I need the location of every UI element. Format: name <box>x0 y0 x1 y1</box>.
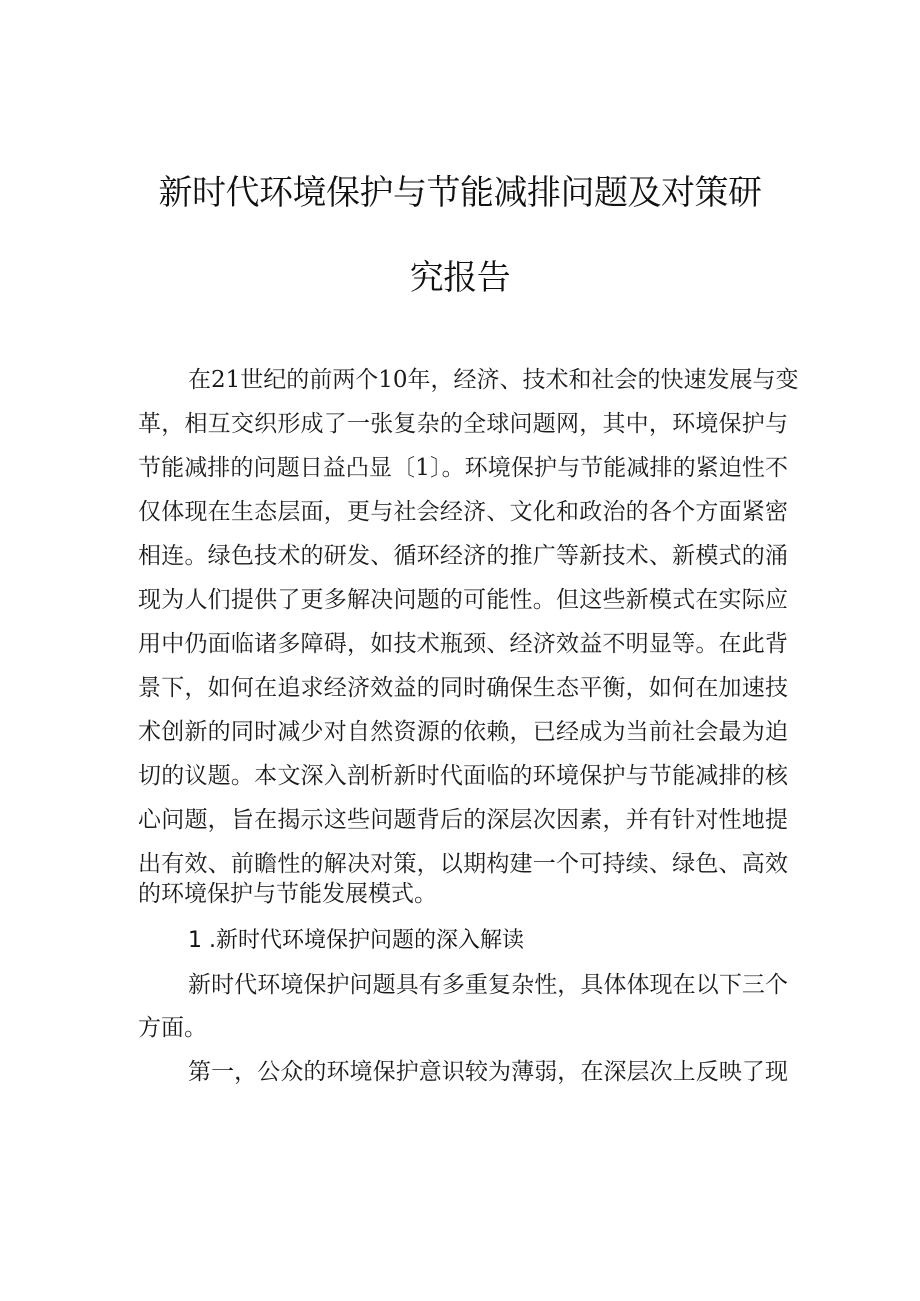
intro-line: 仅体现在生态层面，更与社会经济、文化和政治的各个方面紧密 <box>138 499 788 525</box>
intro-line: 出有效、前瞻性的解决对策，以期构建一个可持续、绿色、高效 <box>138 851 788 877</box>
section-1-line: 方面。 <box>138 1015 207 1041</box>
intro-line: 在21世纪的前两个10年，经济、技术和社会的快速发展与变 <box>188 367 799 393</box>
section-1-heading: 1 .新时代环境保护问题的深入解读 <box>188 928 524 953</box>
intro-line: 现为人们提供了更多解决问题的可能性。但这些新模式在实际应 <box>138 587 788 613</box>
intro-line: 心问题，旨在揭示这些问题背后的深层次因素，并有针对性地提 <box>138 807 788 833</box>
intro-line: 节能减排的问题日益凸显〔1〕。环境保护与节能减排的紧迫性不 <box>138 455 788 481</box>
document-title-line-1: 新时代环境保护与节能减排问题及对策研 <box>158 173 762 213</box>
intro-line: 的环境保护与节能发展模式。 <box>138 881 437 907</box>
section-1-line: 新时代环境保护问题具有多重复杂性，具体体现在以下三个 <box>188 972 788 998</box>
intro-line: 景下，如何在追求经济效益的同时确保生态平衡，如何在加速技 <box>138 675 788 701</box>
intro-line: 相连。绿色技术的研发、循环经济的推广等新技术、新模式的涌 <box>138 543 788 569</box>
intro-line: 切的议题。本文深入剖析新时代面临的环境保护与节能减排的核 <box>138 763 788 789</box>
section-1-first-point: 第一，公众的环境保护意识较为薄弱，在深层次上反映了现 <box>188 1059 788 1085</box>
document-title-line-2: 究报告 <box>409 258 511 298</box>
intro-line: 革，相互交织形成了一张复杂的全球问题网，其中，环境保护与 <box>138 411 788 437</box>
intro-line: 术创新的同时减少对自然资源的依赖，已经成为当前社会最为迫 <box>138 719 788 745</box>
intro-line: 用中仍面临诸多障碍，如技术瓶颈、经济效益不明显等。在此背 <box>138 631 788 657</box>
